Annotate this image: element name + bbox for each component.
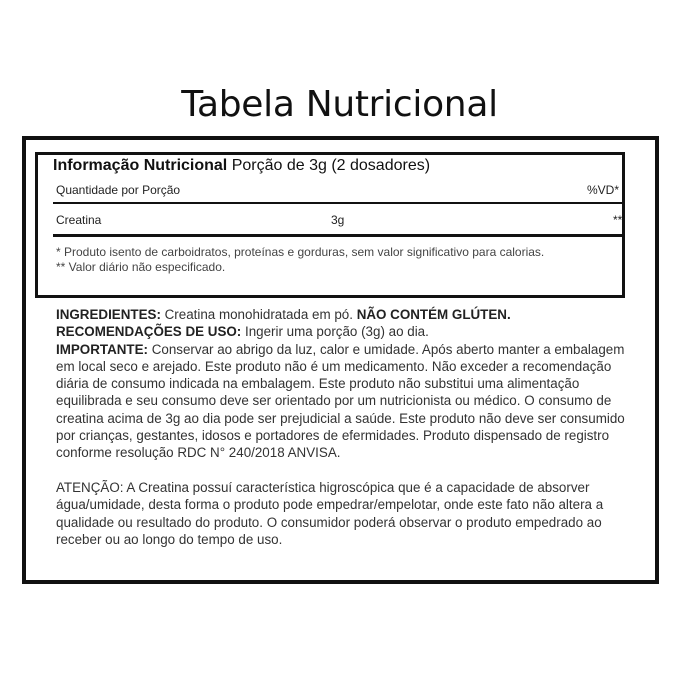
ingredients-paragraph [56,306,626,323]
ingredients-label: INGREDIENTES: [56,307,161,322]
important-paragraph [56,341,626,462]
nutrient-amount: 3g [331,213,345,227]
ingredients-text: Creatina monohidratada em pó. [160,307,357,322]
nutrient-vd: ** [613,213,623,227]
serving-size-text: Porção de 3g (2 dosadores) [227,157,431,174]
usage-paragraph [56,323,626,340]
usage-label: RECOMENDAÇÕES DE USO: [56,324,242,340]
product-info [56,306,626,548]
table-divider [53,202,625,204]
page-title: Tabela Nutricional [181,84,498,125]
nutrient-name: Creatina [56,213,102,227]
important-text: Conservar ao abrigo da luz, calor e umidade. Após aberto manter a embalagem em local seco e arejado. Este produto não é um medicamento. Não exceder a recomendação diária de consumo indicada na embalagem. Este produto não substitui uma alimentação equilibrada e seu consumo deve ser orientado por um nutricionista ou médico. O consumo de creatina acima de 3g ao dia pode ser prejudicial a saúde. Este produto não deve ser consumido por crianças, gestantes, idosos e portadores de efermidades. Produto dispensado de registro conforme resolução RDC N° 240/2018 ANVISA. [56,341,625,461]
gluten-warning: NÃO CONTÉM GLÚTEN. [356,307,511,322]
important-label: IMPORTANTE: [56,341,148,357]
table-divider-thick [53,234,625,237]
attention-paragraph: ATENÇÃO: A Creatina possuí característica higroscópica que é a capacidade de absorver água/umidade, desta forma o produto pode empedrar/empelotar, onde este fato não altera a qualidade ou resultado do produto. O consumidor poderá observar o produto empedrado ao receber ou ao longo do tempo de uso. [56,479,604,547]
footnote-2: ** Valor diário não especificado. [56,260,226,274]
vd-header: %VD* [587,183,620,197]
serving-label: Quantidade por Porção [56,183,181,197]
footnote-1: * Produto isento de carboidratos, proteínas e gorduras, sem valor significativo para calorias. [56,245,545,259]
nutrition-table-heading [53,157,430,175]
usage-text: Ingerir uma porção (3g) ao dia. [241,324,429,340]
nutrition-heading-bold: Informação Nutricional [53,157,228,174]
